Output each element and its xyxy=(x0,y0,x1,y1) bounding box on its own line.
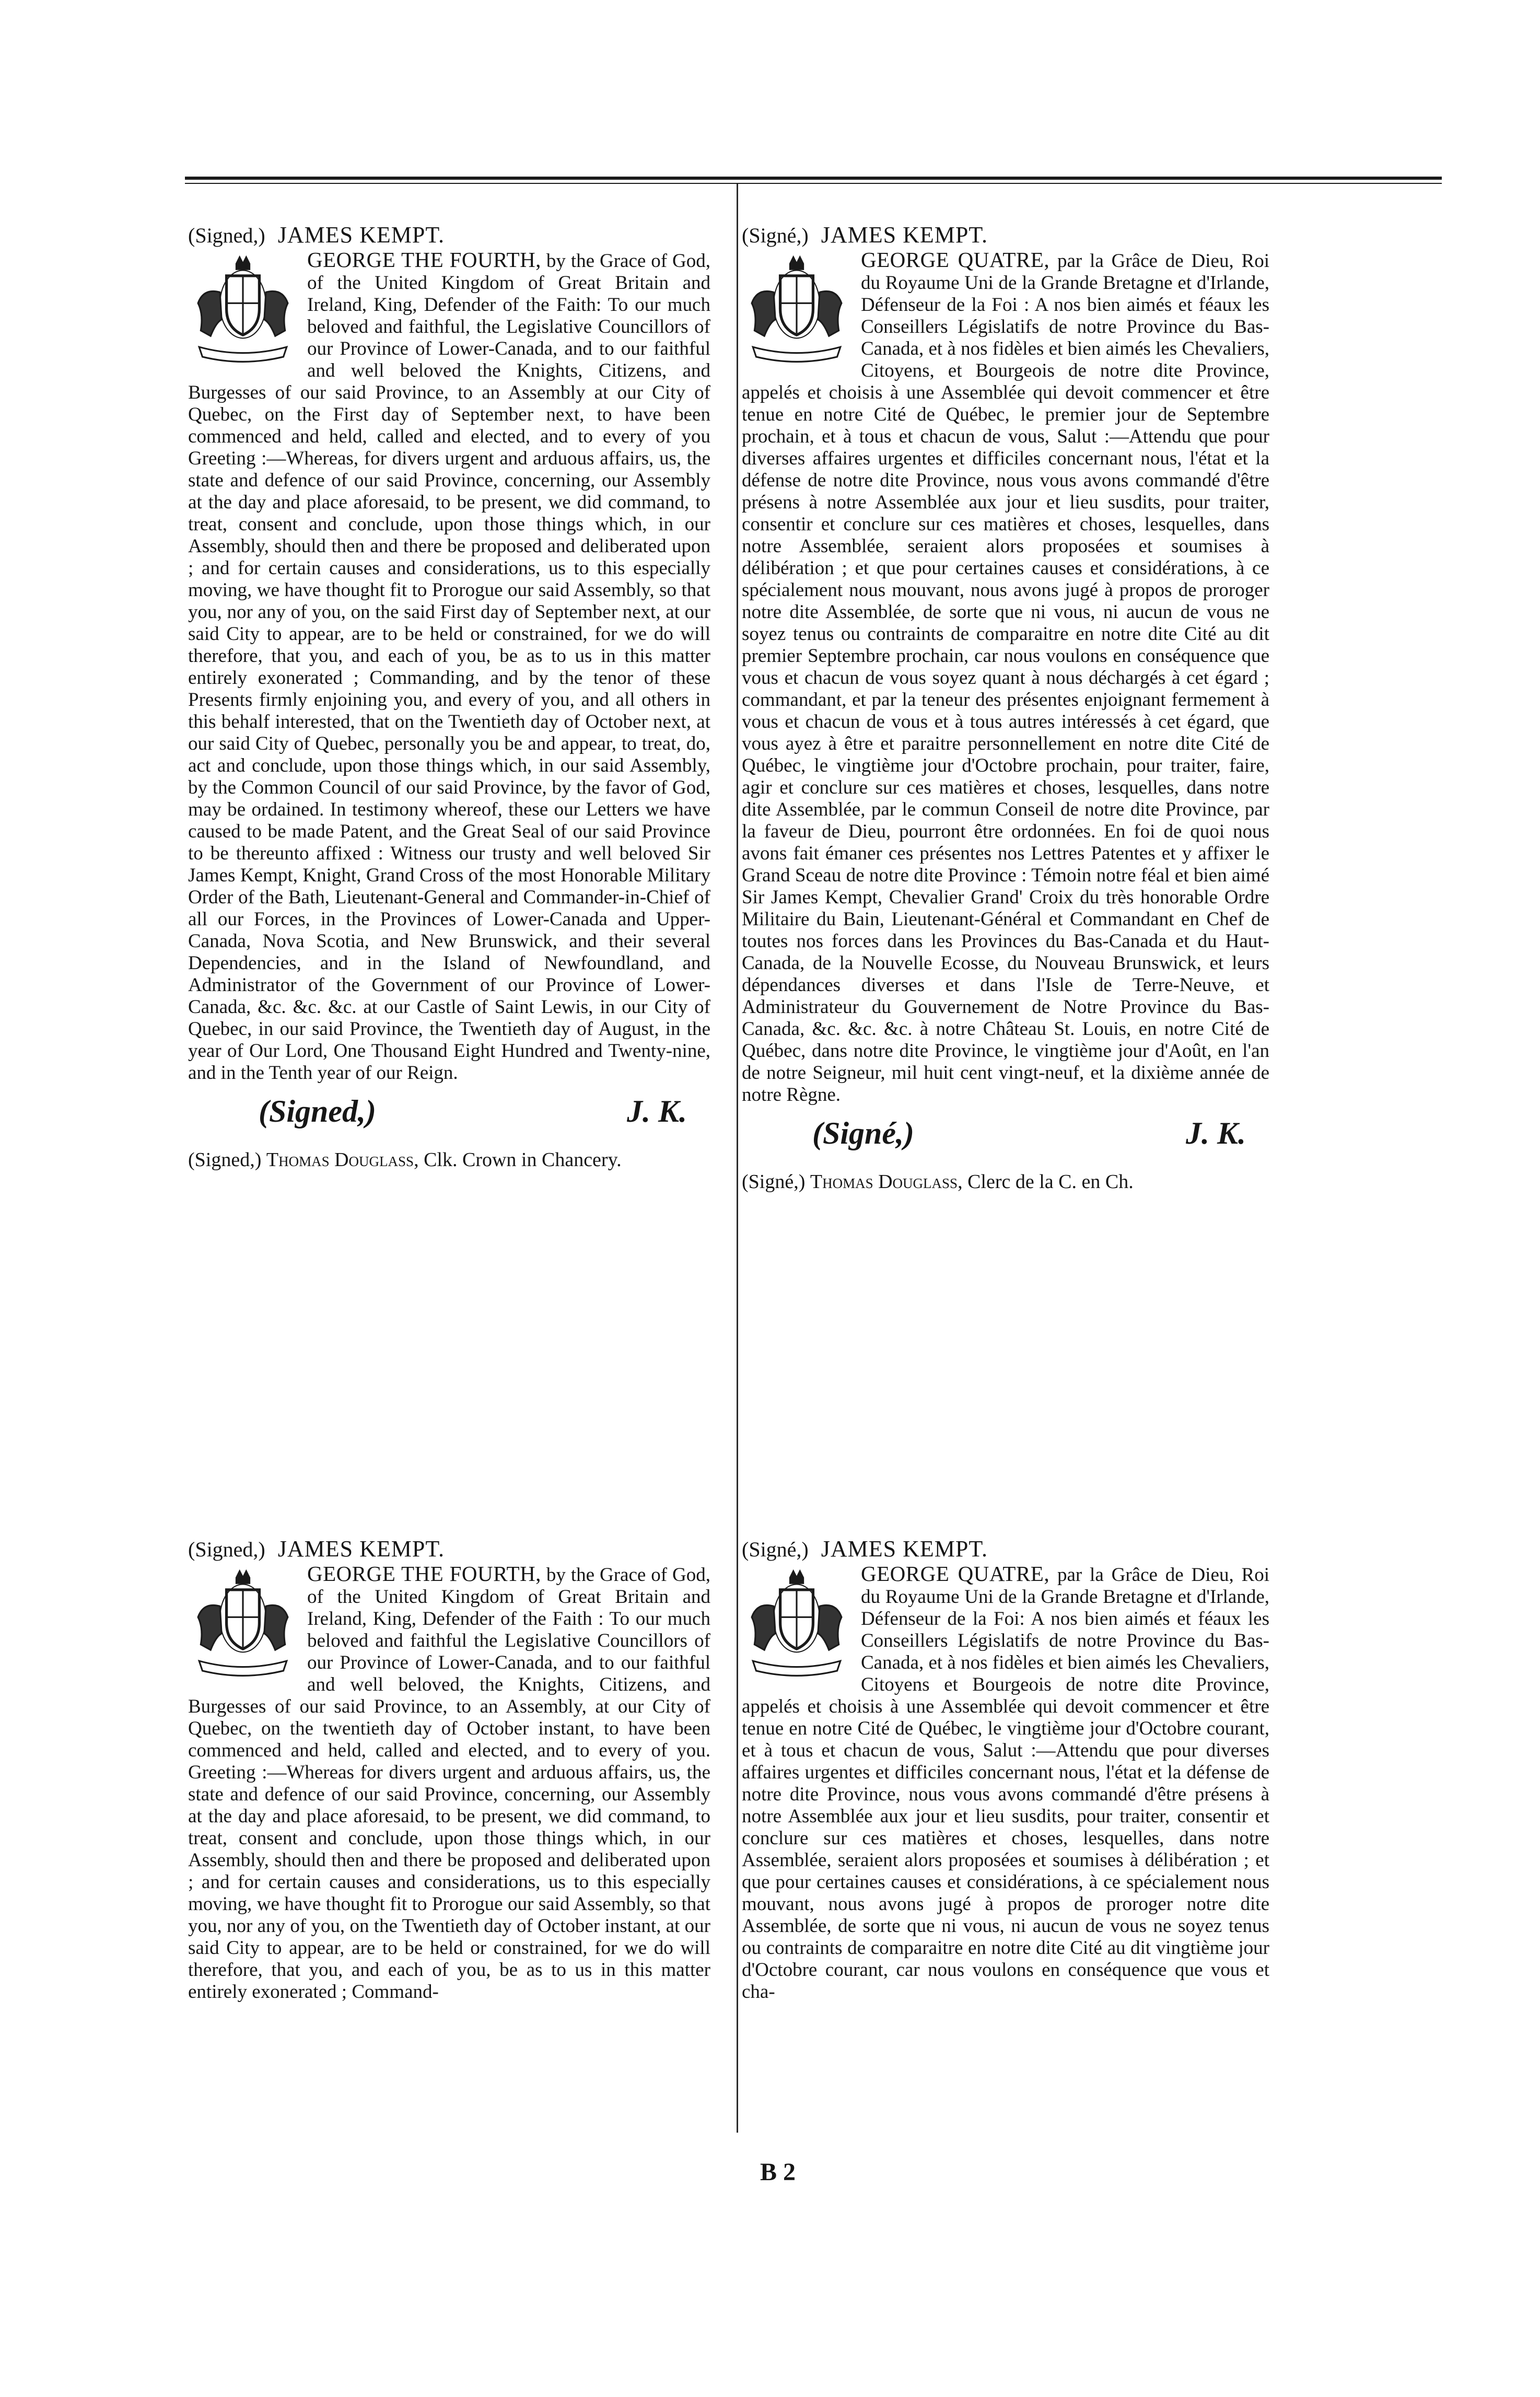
signature-line xyxy=(188,1095,710,1131)
clerk-line xyxy=(188,1148,710,1172)
top-rule xyxy=(185,177,1442,180)
governor-name: JAMES KEMPT. xyxy=(277,1536,445,1562)
signature-label: (Signé,) xyxy=(812,1116,914,1150)
signature-label: (Signed,) xyxy=(259,1094,376,1128)
governor-name: JAMES KEMPT. xyxy=(821,222,988,248)
signed-line xyxy=(188,222,710,249)
proclamation-1-french xyxy=(742,222,1269,1194)
proclamation-heading: GEORGE THE FOURTH, xyxy=(307,1562,541,1586)
proclamation-heading: GEORGE QUATRE, xyxy=(861,248,1050,272)
governor-name: JAMES KEMPT. xyxy=(277,222,445,248)
signature-initials: J. K. xyxy=(626,1094,687,1128)
signed-line xyxy=(188,1536,710,1563)
signed-label: (Signed,) xyxy=(188,1538,265,1561)
signature-initials: J. K. xyxy=(1185,1116,1246,1150)
signature-line xyxy=(742,1116,1269,1153)
proclamation-heading: GEORGE QUATRE, xyxy=(861,1562,1050,1586)
proclamation-2-french xyxy=(742,1536,1269,2003)
signed-label: (Signed,) xyxy=(188,224,265,247)
clerk-name: Thomas Douglass, xyxy=(266,1149,419,1171)
signed-label: (Signé,) xyxy=(742,224,809,247)
clerk-signed-label: (Signé,) xyxy=(742,1171,806,1193)
top-rule-thin xyxy=(185,183,1442,184)
proclamation-heading: GEORGE THE FOURTH, xyxy=(307,248,541,272)
royal-arms-icon xyxy=(742,254,851,369)
proclamation-body xyxy=(742,249,1269,1106)
column-divider xyxy=(737,184,738,2133)
signed-line xyxy=(742,222,1269,249)
clerk-line xyxy=(742,1170,1269,1194)
clerk-title: Clk. Crown in Chancery. xyxy=(424,1149,622,1171)
royal-arms-icon xyxy=(188,254,298,369)
proclamation-2-english xyxy=(188,1536,710,2003)
signed-line xyxy=(742,1536,1269,1563)
signed-label: (Signé,) xyxy=(742,1538,809,1561)
clerk-name: Thomas Douglass, xyxy=(810,1171,963,1193)
clerk-title: Clerc de la C. en Ch. xyxy=(967,1171,1134,1193)
proclamation-1-english xyxy=(188,222,710,1172)
page-signature-mark: B 2 xyxy=(760,2158,796,2186)
proclamation-text: by the Grace of God, of the United Kingdom of Great Britain and Ireland, King, Defender of the Faith : To our much beloved and faithful the Legislative Councillors of our Province of Lower-Canada, and to our faithful and well beloved, the Knights, Citizens, and Burgesses of our said Province, to an Assembly, at our City of Quebec, on the twentieth day of October instant, to have been commenced and held, called and elected, and to every of you. Greeting :—Whereas for divers urgent and arduous affairs, us, the state and defence of our said Province, concerning, our Assembly at the day and place aforesaid, to be present, we did command, to treat, consent and conclude, upon those things which, in our Assembly, should then and there be proposed and deliberated upon ; and for certain causes and considerations, us to this especially moving, we have thought fit to Prorogue our said Assembly, so that you, nor any of you, on the Twentieth day of October instant, at our said City to appear, are to be held or constrained, for we do will therefore, that you, and each of you, be as to us in this matter entirely exonerated ; Command- xyxy=(188,1564,710,2003)
clerk-signed-label: (Signed,) xyxy=(188,1149,262,1171)
proclamation-text: par la Grâce de Dieu, Roi du Royaume Uni de la Grande Bretagne et d'Irlande, Défenseur de la Foi : A nos bien aimés et féaux les Conseillers Législatifs de notre Province du Bas-Canada, et à nos fidèles et bien aimés les Chevaliers, Citoyens, et Bourgeois de notre dite Province, appelés et choisis à une Assemblée qui devoit commencer et être tenue en notre Cité de Québec, le premier jour de Septembre prochain, et à tous et chacun de vous, Salut :—Attendu que pour diverses affaires urgentes et difficiles concernant nous, l'état et la défense de notre dite Province, nous vous avons commandé d'être présens à notre Assemblée aux jour et lieu susdits, pour traiter, consentir et conclure sur ces matières et choses, lesquelles, dans notre Assemblée, seraient alors proposées et soumises à délibération ; et que pour certaines causes et considérations, à ce spécialement nous mouvant, nous avons jugé à propos de proroger notre dite Assemblée, de sorte que ni vous, ni aucun de vous ne soyez tenus ou contraints de comparaitre en notre dite Cité au dit premier Septembre prochain, car nous voulons en conséquence que vous et chacun de vous soyez quant à nous déchargés à cet égard ; commandant, et par la teneur des présentes enjoignant fermement à vous et chacun de vous et à tous autres intéressés à cet égard, que vous ayez à être et paraitre personnellement en notre dite Cité de Québec, le vingtième jour d'Octobre prochain, pour traiter, faire, agir et conclure sur ces matières et choses, lesquelles, dans notre dite Assemblée, par le commun Conseil de notre dite Province, par la faveur de Dieu, pourront être ordonnées. En foi de quoi nous avons fait émaner ces présentes nos Lettres Patentes et y affixer le Grand Sceau de notre dite Province : Témoin notre féal et bien aimé Sir James Kempt, Chevalier Grand' Croix du très honorable Ordre Militaire du Bain, Lieutenant-Général et Commandant en Chef de toutes nos forces dans les Provinces du Bas-Canada et du Haut-Canada, de la Nouvelle Ecosse, du Nouveau Brunswick, et leurs dépendances diverses et dans l'Isle de Terre-Neuve, et Administrateur du Gouvernement de Notre Province du Bas-Canada, &c. &c. &c. à notre Château St. Louis, en notre Cité de Québec, dans notre dite Province, le vingtième jour d'Août, en l'an de notre Seigneur, mil huit cent vingt-neuf, et la dixième année de notre Règne. xyxy=(742,250,1270,1106)
governor-name: JAMES KEMPT. xyxy=(821,1536,988,1562)
proclamation-body xyxy=(188,249,710,1084)
royal-arms-icon xyxy=(188,1568,298,1683)
proclamation-text: par la Grâce de Dieu, Roi du Royaume Uni de la Grande Bretagne et d'Irlande, Défenseur de la Foi: A nos bien aimés et féaux les Conseillers Législatifs de notre Province du Bas-Canada, et à nos fidèles et bien aimés les Chevaliers, Citoyens et Bourgeois de notre dite Province, appelés et choisis à une Assemblée qui devoit commencer et être tenue en notre Cité de Québec, le vingtième jour d'Octobre courant, et à tous et chacun de vous, Salut :—Attendu que pour diverses affaires urgentes et difficiles concernant nous, l'état et la défense de notre dite Province, nous vous avons commandé d'être présens à notre Assemblée aux jour et lieu susdits, pour traiter, consentir et conclure sur ces matières et choses, lesquelles, dans notre Assemblée, seraient alors proposées et soumises à délibération ; et que pour certaines causes et considérations, à ce spécialement nous mouvant, nous avons jugé à propos de proroger notre dite Assemblée, de sorte que ni vous, ni aucun de vous ne soyez tenus ou contraints de comparaitre en notre dite Cité au dit vingtième jour d'Octobre courant, car nous voulons en conséquence que vous et cha- xyxy=(742,1564,1270,2003)
royal-arms-icon xyxy=(742,1568,851,1683)
proclamation-text: by the Grace of God, of the United Kingdom of Great Britain and Ireland, King, Defender of the Faith: To our much beloved and faithful, the Legislative Councillors of our Province of Lower-Canada, and to our faithful and well beloved the Knights, Citizens, and Burgesses of our said Province, to an Assembly at our City of Quebec, on the First day of September next, to have been commenced and held, called and elected, and to every of you Greeting :—Whereas, for divers urgent and arduous affairs, us, the state and defence of our said Province, concerning, our Assembly at the day and place aforesaid, to be present, we did command, to treat, consent and conclude, upon those things which, in our Assembly, should then and there be proposed and deliberated upon ; and for certain causes and considerations, us to this especially moving, we have thought fit to Prorogue our said Assembly, so that you, nor any of you, on the said First day of September next, at our said City to appear, are to be held or constrained, for we do will therefore, that you, and each of you, be as to us in this matter entirely exonerated ; Commanding, and by the tenor of these Presents firmly enjoining you, and every of you, and all others in this behalf interested, that on the Twentieth day of October next, at our said City of Quebec, personally you be and appear, to treat, do, act and conclude, upon those things which, in our said Assembly, by the Common Council of our said Province, by the favor of God, may be ordained. In testimony whereof, these our Letters we have caused to be made Patent, and the Great Seal of our said Province to be thereunto affixed : Witness our trusty and well beloved Sir James Kempt, Knight, Grand Cross of the most Honorable Military Order of the Bath, Lieutenant-General and Commander-in-Chief of all our Forces, in the Provinces of Lower-Canada and Upper-Canada, Nova Scotia, and New Brunswick, and their several Dependencies, and in the Island of Newfoundland, and Administrator of the Government of our Province of Lower-Canada, &c. &c. &c. at our Castle of Saint Lewis, in our City of Quebec, in our said Province, the Twentieth day of August, in the year of Our Lord, One Thousand Eight Hundred and Twenty-nine, and in the Tenth year of our Reign. xyxy=(188,250,710,1084)
